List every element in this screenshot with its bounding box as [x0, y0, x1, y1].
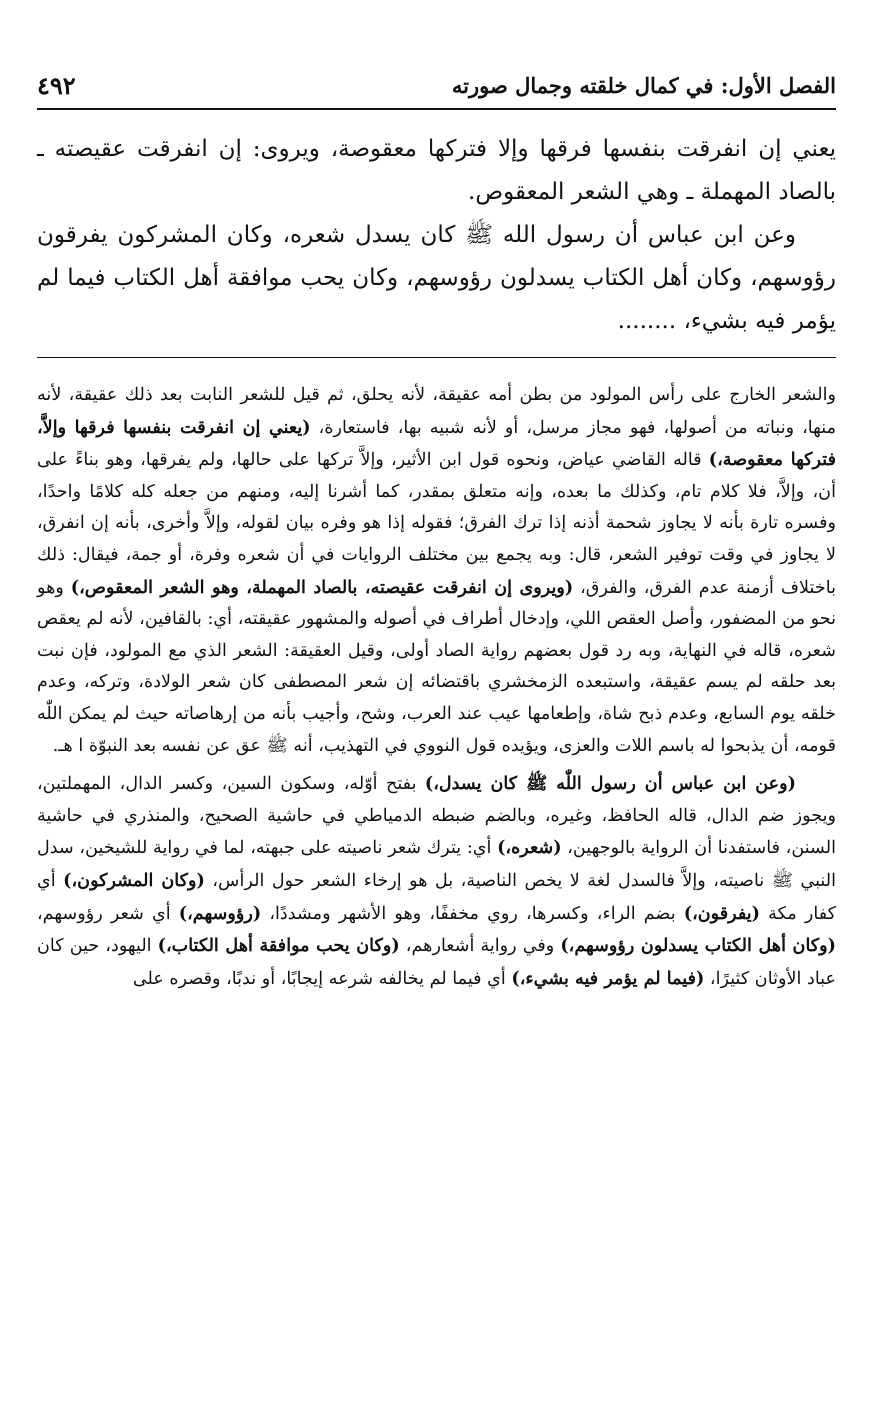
- quoted-text: (ويروى إن انفرقت عقيصته، بالصاد المهملة، وهو الشعر المعقوص،): [70, 576, 574, 598]
- quoted-text: (شعره،): [497, 837, 562, 859]
- quoted-text: (وعن ابن عباس أن رسول اللّٰه ﷺ كان يسدل،): [424, 773, 797, 795]
- quoted-text: (رؤوسهم،): [178, 902, 262, 924]
- page-number: ٤٩٢: [37, 71, 76, 100]
- commentary: [37, 380, 836, 995]
- main-text-paragraph-1: يعني إن انفرقت بنفسها فرقها وإلا فتركها معقوصة، ويروى: إن انفرقت عقيصته ـ بالصاد المهملة ـ وهي الشعر المعقوص.: [37, 136, 836, 205]
- main-text-paragraph-2-body: وعن ابن عباس أن رسول الله ﷺ كان يسدل شعره، وكان المشركون يفرقون رؤوسهم، وكان أهل الكتاب يسدلون رؤوسهم، وكان يحب موافقة أهل الكتاب فيما لم يؤمر فيه بشيء،: [37, 222, 836, 334]
- commentary-text: اليهود، حين كان عباد الأوثان كثيرًا،: [37, 936, 836, 989]
- quoted-text: (وكان أهل الكتاب يسدلون رؤوسهم،): [560, 935, 836, 957]
- commentary-text: وفي رواية أشعارهم،: [399, 936, 561, 957]
- quoted-text: (وكان يحب موافقة أهل الكتاب،): [157, 935, 400, 957]
- commentary-text: والشعر الخارج على رأس المولود من بطن أمه عقيقة، لأنه يحلق، ثم قيل للشعر النابت بعد ذلك عقيقة، لأنه منها، ونباته من أصولها، فهو مجاز مرسل، أو لأنه شبيه بها، فاستعارة،: [37, 385, 836, 438]
- commentary-text: أي كفار مكة: [37, 870, 837, 924]
- ellipsis-dots: ........: [617, 308, 677, 334]
- commentary-text: أي: يترك شعر ناصيته على جبهته، لما في رواية للشيخين، سدل النبي ﷺ ناصيته، وإلاَّ فالسدل لغة لا يخص الناصية، بل هو إرخاء الشعر حول الرأس،: [37, 838, 836, 891]
- chapter-title: الفصل الأول: في كمال خلقته وجمال صورته: [451, 73, 836, 98]
- commentary-text: بضم الراء، وكسرها، روي مخففًا، وهو الأشهر ومشددًا،: [261, 903, 684, 924]
- commentary-text: أي شعر رؤوسهم،: [37, 903, 179, 924]
- quoted-text: (فيما لم يؤمر فيه بشيء،): [511, 967, 705, 989]
- main-text-paragraph-2: [37, 214, 836, 343]
- quoted-text: (وكان المشركون،): [63, 869, 205, 891]
- commentary-text: أي فيما لم يخالفه شرعه إيجابًا، أو ندبًا، وقصره على: [132, 968, 512, 989]
- quoted-text: (يعني إن انفرقت بنفسها فرقها وإلاَّ، فتركها معقوصة،): [37, 416, 836, 471]
- quoted-text: (يفرقون،): [683, 902, 761, 924]
- commentary-text: قاله القاضي عياض، ونحوه قول ابن الأثير، وإلاَّ تركها على حالها، ولم يفرقها، وهو بناءً على أن، وإلاَّ، فلا كلام تام، وكذلك ما بعده، وإنه متعلق بمقدر، كما أشرنا إليه، ومنهم من جعله كله كلامًا واحدًا، وفسره تارة بأنه لا يجاوز شحمة أذنه إذا ترك الفرق؛ فقوله إذا هو وفره بيان لقوله، وإلاَّ وأخرى، بأنه إن انفرق، لا يجاوز في وقت توفير الشعر، قال: وبه يجمع بين مختلف الروايات في أن شعره وفرة، أو جمة، فيقال: ذلك باختلاف أزمنة عدم الفرق، والفرق،: [37, 450, 836, 598]
- section-divider: [37, 357, 836, 358]
- page-header: [37, 56, 836, 110]
- commentary-text: بفتح أوّله، وسكون السين، وكسر الدال، المهملتين، ويجوز ضم الدال، قاله الحافظ، وغيره، وبالضم ضبطه الدمياطي في حاشية الصحيح، والمنذري في حاشية السنن، فاستفدنا أن الرواية بالوجهين،: [37, 774, 836, 859]
- commentary-paragraph-1: [37, 380, 836, 762]
- main-text: [37, 128, 836, 343]
- commentary-text: وهو نحو من المضفور، وأصل العقص اللي، وإدخال أطراف في أصوله والمشهور عقيقته، أي: بالقافين، لأنه لم يعقص شعره، قاله في النهاية، وبه رد قول بعضهم رواية الصاد أولى، وقيل العقيقة: الشعر الذي مع المولود، فإن نبت بعد حلقه لم يسم عقيقة، واستبعده الزمخشري باقتضائه إن شعر المصطفى كان شعر الولادة، وتركه، وعدم خلقه يوم السابع، وعدم ذبح شاة، وإطعامها عيب عند العرب، وشح، وأجيب بأنه من إرهاصاته حيث لم يمكن اللّٰه قومه، أن يذبحوا له باسم اللات والعزى، ويؤيده قول النووي في التهذيب، أنه ﷺ عق عن نفسه بعد النبوّة ا هـ.: [37, 577, 836, 756]
- book-page: [0, 56, 873, 1411]
- commentary-paragraph-2: [37, 768, 836, 995]
